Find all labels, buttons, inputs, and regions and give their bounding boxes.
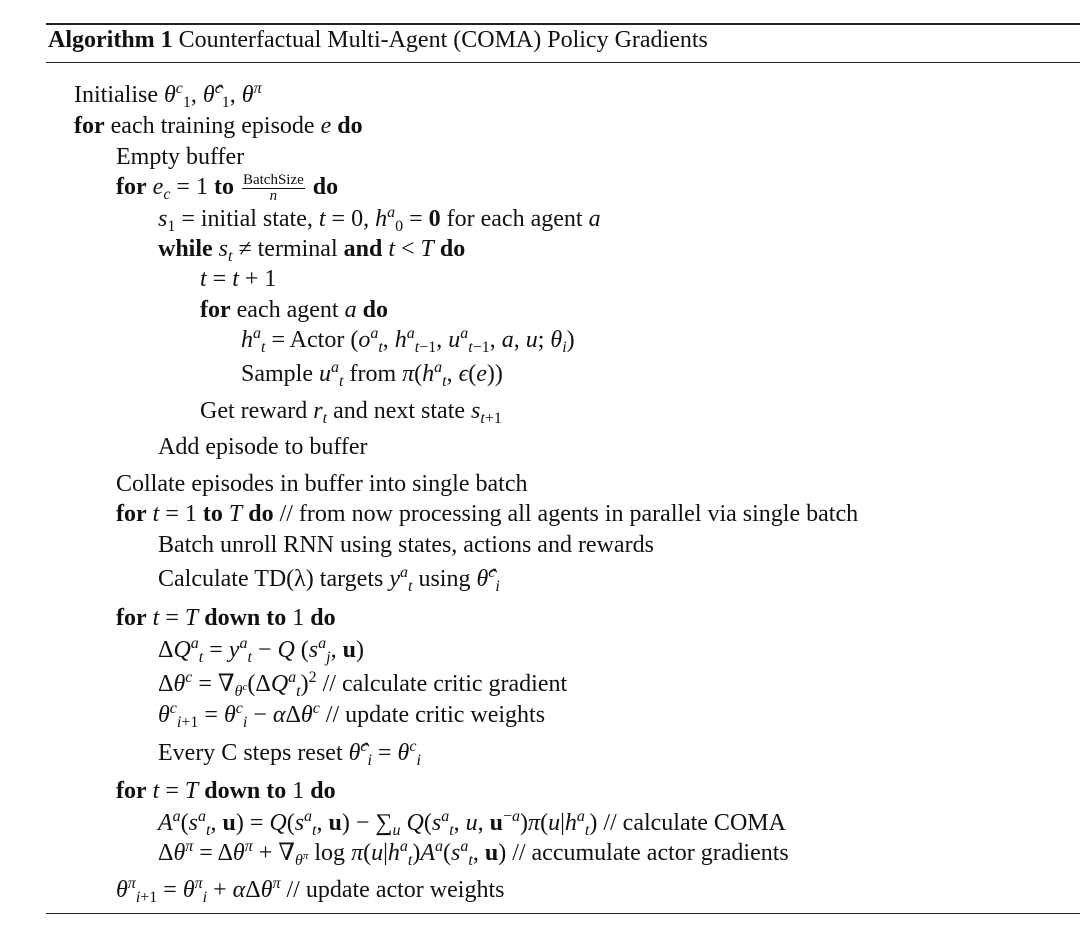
line-t-increment: t = t + 1 (200, 266, 277, 292)
kw-for: for (116, 501, 147, 527)
kw-to: to (213, 174, 234, 200)
kw-for: for (116, 778, 147, 804)
every-c-text: Every C steps reset (158, 740, 343, 766)
line-advantage: $A^a(s^a_t$, $u) = Q(s^a_t$, $u) - \sum_u$ $Q(s^a_t$, u, $u^{-a})\pi(u|h^a_t)$ // calculate COMA (158, 808, 786, 839)
line-for-t-actor: for t = T down to 1 do (116, 778, 336, 804)
comment-actor-weights: // update actor weights (286, 877, 505, 903)
line-calc-td: Calculate TD(λ) targets $y^a_t$ using θ̂$^c_i$ (158, 564, 500, 595)
empty-buffer-text: Empty buffer (116, 144, 245, 170)
line-actor: $h^a_t$ = Actor ($o^a_t$, $h^a_{t-1}$, $u^a_{t-1}$, a, u; $\theta_i$) (241, 325, 575, 356)
line-critic-gradient: $\Delta\theta^c = \nabla_{\theta^c}(\Delta Q^a_t)^2$ // calculate critic gradient (158, 669, 568, 700)
kw-do: do (248, 501, 274, 527)
next-state-text: and next state (333, 398, 466, 424)
line-every-c: Every C steps reset θ̂$^c_i$ = $\theta^c_i$ (158, 738, 421, 769)
top-rule (46, 23, 1080, 25)
add-episode-text: Add episode to buffer (158, 434, 368, 460)
kw-for: for (200, 297, 231, 323)
algorithm-label: Algorithm 1 (48, 27, 173, 53)
line-actor-weights: $\theta^\pi_{i+1} = \theta^\pi_i + \alpha\Delta\theta^\pi$ // update actor weights (116, 875, 505, 906)
kw-while: while (158, 236, 213, 262)
for-each-agent-text: for each agent (446, 206, 583, 232)
actor-text: Actor (289, 327, 345, 353)
kw-do: do (310, 778, 336, 804)
algorithm-caption (48, 27, 708, 54)
kw-for: for (116, 605, 147, 631)
kw-do: do (362, 297, 388, 323)
line-for-t-critic: for t = T down to 1 do (116, 605, 336, 631)
kw-do: do (312, 174, 339, 200)
line-add-episode (158, 432, 368, 462)
init-text: Initialise (74, 82, 158, 108)
line-initialise: Initialise $\theta^c_1$, θ̂$^c_1$, $\theta^\pi$ (74, 80, 262, 111)
line-empty-buffer (116, 142, 244, 172)
kw-and: and (343, 236, 383, 262)
batchsize-text: BatchSize (242, 171, 304, 188)
comment-coma: // calculate COMA (603, 810, 786, 836)
bottom-rule (46, 913, 1080, 914)
calc-td-text: Calculate TD(λ) targets (158, 566, 384, 592)
line-while: while $s_t$ ≠ terminal and t < T do (158, 236, 466, 265)
comment-parallel: // from now processing all agents in parallel via single batch (279, 501, 859, 527)
line-for-ec: for $e_c = 1$ to $\frac{\text{BatchSize}}{n}$ do (116, 171, 339, 204)
kw-to: to (202, 501, 223, 527)
line-for-episode: for each training episode e do (74, 113, 363, 139)
kw-do: do (439, 236, 466, 262)
from-text: from (349, 361, 397, 387)
terminal-text: terminal (257, 236, 338, 262)
batchsize-fraction: $\frac{\text{BatchSize}}{n}$ (242, 171, 304, 204)
kw-for: for (74, 113, 105, 139)
initial-state-text: initial state, (200, 206, 313, 232)
line-for-agent: for each agent a do (200, 297, 388, 323)
comment-critic-grad: // calculate critic gradient (322, 671, 568, 697)
kw-down-to: down to (204, 605, 287, 631)
each-episode-text: each training episode (110, 113, 315, 139)
kw-do: do (337, 113, 363, 139)
line-collate (116, 469, 527, 499)
line-critic-weights: $\theta^c_{i+1} = \theta^c_i - \alpha\Delta\theta^c$ // update critic weights (158, 700, 546, 731)
sample-text: Sample (241, 361, 313, 387)
kw-do: do (310, 605, 336, 631)
comment-actor-grad: // accumulate actor gradients (512, 840, 789, 866)
caption-rule (46, 62, 1080, 63)
line-actor-gradient: $\Delta\theta^\pi = \Delta\theta^\pi + \nabla_{\theta^\pi}$ $\log \pi(u|h^a_t)A^a(s^a_t$, u) // accumulate actor gradients (158, 838, 789, 869)
line-init-state: $s_1$ = initial state, t = 0, $h^a_0 = 0$ for each agent a (158, 204, 601, 235)
comment-critic-weights: // update critic weights (325, 702, 546, 728)
line-batch-unroll (158, 530, 654, 560)
collate-text: Collate episodes in buffer into single batch (116, 471, 528, 497)
line-delta-q: $\Delta Q^a_t = y^a_t - Q$ ($s^a_j$, u) (158, 635, 364, 666)
kw-for: for (116, 174, 147, 200)
batch-unroll-text: Batch unroll RNN using states, actions and rewards (158, 532, 654, 558)
each-agent-text: each agent (236, 297, 339, 323)
get-reward-text: Get reward (200, 398, 308, 424)
using-text: using (418, 566, 471, 592)
kw-down-to: down to (204, 778, 287, 804)
algorithm-title: Counterfactual Multi-Agent (COMA) Policy Gradients (178, 27, 708, 53)
line-for-t-parallel: for t = 1 to T do // from now processing all agents in parallel via single batch (116, 501, 859, 527)
line-sample: Sample $u^a_t$ from $\pi(h^a_t$, ϵ(e)) (241, 359, 503, 390)
line-get-reward: Get reward $r_t$ and next state $s_{t+1}$ (200, 398, 502, 427)
